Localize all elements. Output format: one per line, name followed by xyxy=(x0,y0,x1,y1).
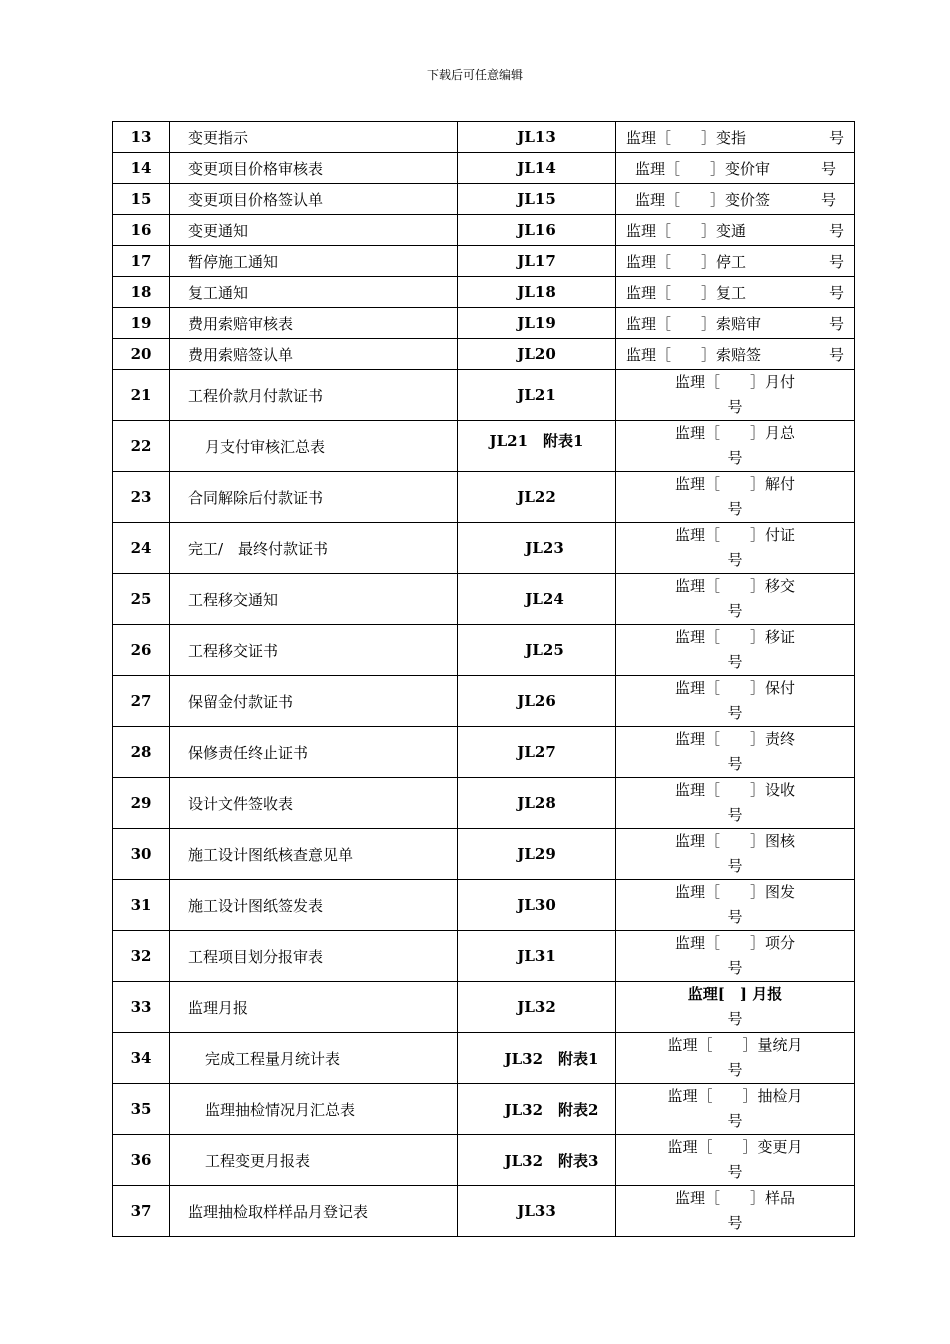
reference-suffix: 号 xyxy=(727,806,743,824)
reference-cell xyxy=(616,308,855,339)
reference-cell xyxy=(616,625,855,676)
form-name: 完工/ 最终付款证书 xyxy=(170,523,458,574)
form-code: JL13 xyxy=(458,122,616,153)
reference-suffix: 号 xyxy=(727,1010,743,1028)
reference-suffix: 号 xyxy=(727,1214,743,1232)
table-row xyxy=(113,982,855,1033)
reference-cell xyxy=(616,727,855,778)
table-row xyxy=(113,1084,855,1135)
form-code-text: JL21 附表1 xyxy=(489,431,584,450)
form-code: JL19 xyxy=(458,308,616,339)
form-code: JL17 xyxy=(458,246,616,277)
reference-suffix: 号 xyxy=(727,449,743,467)
reference-cell xyxy=(616,1135,855,1186)
table-row xyxy=(113,880,855,931)
form-code: JL18 xyxy=(458,277,616,308)
row-number: 35 xyxy=(113,1084,170,1135)
reference-suffix: 号 xyxy=(727,1112,743,1130)
form-code: JL21 xyxy=(458,370,616,421)
row-number: 19 xyxy=(113,308,170,339)
table-row xyxy=(113,308,855,339)
form-code: JL31 xyxy=(458,931,616,982)
reference-cell xyxy=(616,153,855,184)
reference-cell xyxy=(616,1186,855,1237)
table-row xyxy=(113,339,855,370)
reference-suffix: 号 xyxy=(727,857,743,875)
form-name: 施工设计图纸核查意见单 xyxy=(170,829,458,880)
reference-cell xyxy=(616,421,855,472)
reference-suffix: 号 xyxy=(828,252,844,271)
table-row xyxy=(113,625,855,676)
form-name: 设计文件签收表 xyxy=(170,778,458,829)
row-number: 36 xyxy=(113,1135,170,1186)
form-name: 监理抽检情况月汇总表 xyxy=(170,1084,458,1135)
table-row xyxy=(113,727,855,778)
row-number: 21 xyxy=(113,370,170,421)
table-row xyxy=(113,246,855,277)
reference-prefix: 监理［ ］付证 xyxy=(674,526,795,544)
reference-suffix: 号 xyxy=(828,314,844,333)
form-code: JL20 xyxy=(458,339,616,370)
reference-cell xyxy=(616,676,855,727)
reference-cell xyxy=(616,1084,855,1135)
reference-cell xyxy=(616,829,855,880)
reference-prefix: 监理［ ］月总 xyxy=(674,424,795,442)
reference-suffix: 号 xyxy=(727,602,743,620)
table-row xyxy=(113,153,855,184)
reference-prefix: 监理［ ］样品 xyxy=(674,1189,795,1207)
reference-suffix: 号 xyxy=(820,190,836,209)
table-row xyxy=(113,574,855,625)
reference-suffix: 号 xyxy=(727,653,743,671)
form-code: JL32 附表2 xyxy=(458,1084,616,1135)
table-row xyxy=(113,931,855,982)
table-row xyxy=(113,215,855,246)
form-name: 变更通知 xyxy=(170,215,458,246)
form-code: JL22 xyxy=(458,472,616,523)
reference-cell xyxy=(616,574,855,625)
form-code: JL25 xyxy=(458,625,616,676)
reference-suffix: 号 xyxy=(727,500,743,518)
table-row xyxy=(113,122,855,153)
row-number: 28 xyxy=(113,727,170,778)
reference-prefix: 监理［ ］图核 xyxy=(674,832,795,850)
reference-suffix: 号 xyxy=(727,908,743,926)
reference-suffix: 号 xyxy=(727,1061,743,1079)
reference-cell xyxy=(616,472,855,523)
form-code: JL29 xyxy=(458,829,616,880)
form-name: 复工通知 xyxy=(170,277,458,308)
reference-cell xyxy=(616,122,855,153)
form-name: 工程移交通知 xyxy=(170,574,458,625)
table-row xyxy=(113,676,855,727)
row-number: 23 xyxy=(113,472,170,523)
form-code: JL15 xyxy=(458,184,616,215)
reference-cell xyxy=(616,184,855,215)
reference-suffix: 号 xyxy=(727,755,743,773)
form-name: 监理月报 xyxy=(170,982,458,1033)
reference-prefix: 监理［ ］变价签 xyxy=(635,190,771,209)
reference-cell xyxy=(616,246,855,277)
reference-prefix: 监理［ ］抽检月 xyxy=(667,1087,803,1105)
table-row xyxy=(113,472,855,523)
reference-prefix: 监理［ ］移证 xyxy=(674,628,795,646)
reference-prefix: 监理［ ］图发 xyxy=(674,883,795,901)
row-number: 18 xyxy=(113,277,170,308)
row-number: 15 xyxy=(113,184,170,215)
table-row xyxy=(113,277,855,308)
reference-cell xyxy=(616,880,855,931)
reference-prefix: 监理［ ］设收 xyxy=(674,781,795,799)
document-register-table xyxy=(112,121,855,1237)
form-name: 工程项目划分报审表 xyxy=(170,931,458,982)
row-number: 30 xyxy=(113,829,170,880)
reference-cell xyxy=(616,931,855,982)
form-code: JL28 xyxy=(458,778,616,829)
reference-cell xyxy=(616,370,855,421)
table-row xyxy=(113,1033,855,1084)
row-number: 24 xyxy=(113,523,170,574)
form-code: JL30 xyxy=(458,880,616,931)
reference-suffix: 号 xyxy=(727,1163,743,1181)
header-note: 下载后可任意编辑 xyxy=(426,68,523,82)
reference-suffix: 号 xyxy=(828,345,844,364)
reference-suffix: 号 xyxy=(828,283,844,302)
reference-prefix: 监理［ ］变通 xyxy=(626,221,747,240)
row-number: 13 xyxy=(113,122,170,153)
row-number: 27 xyxy=(113,676,170,727)
form-code: JL24 xyxy=(458,574,616,625)
reference-prefix: 监理［ ］变更月 xyxy=(667,1138,803,1156)
row-number: 17 xyxy=(113,246,170,277)
reference-cell xyxy=(616,523,855,574)
form-name: 变更项目价格审核表 xyxy=(170,153,458,184)
form-code: JL16 xyxy=(458,215,616,246)
reference-cell xyxy=(616,215,855,246)
form-name: 费用索赔审核表 xyxy=(170,308,458,339)
reference-prefix: 监理［ ］解付 xyxy=(674,475,795,493)
reference-prefix: 监理［ ］复工 xyxy=(626,283,747,302)
reference-cell xyxy=(616,982,855,1033)
form-name: 工程价款月付款证书 xyxy=(170,370,458,421)
table-row xyxy=(113,184,855,215)
form-code: JL32 附表3 xyxy=(458,1135,616,1186)
table-row xyxy=(113,523,855,574)
row-number: 31 xyxy=(113,880,170,931)
reference-prefix: 监理［ ］停工 xyxy=(626,252,747,271)
reference-suffix: 号 xyxy=(828,221,844,240)
table-row xyxy=(113,1186,855,1237)
reference-suffix: 号 xyxy=(727,398,743,416)
form-code: JL26 xyxy=(458,676,616,727)
row-number: 37 xyxy=(113,1186,170,1237)
row-number: 33 xyxy=(113,982,170,1033)
reference-suffix: 号 xyxy=(828,128,844,147)
table-row xyxy=(113,1135,855,1186)
row-number: 29 xyxy=(113,778,170,829)
form-code: JL14 xyxy=(458,153,616,184)
reference-cell xyxy=(616,778,855,829)
form-name: 监理抽检取样样品月登记表 xyxy=(170,1186,458,1237)
table-row xyxy=(113,421,855,472)
reference-prefix: 监理［ ］月付 xyxy=(674,373,795,391)
form-name: 费用索赔签认单 xyxy=(170,339,458,370)
reference-prefix: 监理［ ］移交 xyxy=(674,577,795,595)
reference-prefix: 监理［ ］变价审 xyxy=(635,159,771,178)
form-name: 月支付审核汇总表 xyxy=(170,421,458,472)
form-name: 工程变更月报表 xyxy=(170,1135,458,1186)
row-number: 20 xyxy=(113,339,170,370)
form-name: 保留金付款证书 xyxy=(170,676,458,727)
form-name: 施工设计图纸签发表 xyxy=(170,880,458,931)
form-name: 工程移交证书 xyxy=(170,625,458,676)
reference-prefix: 监理［ ］责终 xyxy=(674,730,795,748)
row-number: 25 xyxy=(113,574,170,625)
form-code: JL27 xyxy=(458,727,616,778)
reference-prefix: 监理［ ］量统月 xyxy=(667,1036,803,1054)
reference-suffix: 号 xyxy=(727,959,743,977)
reference-prefix: 监理［ ］项分 xyxy=(674,934,795,952)
form-code xyxy=(458,421,616,472)
row-number: 22 xyxy=(113,421,170,472)
form-code: JL23 xyxy=(458,523,616,574)
table-row xyxy=(113,778,855,829)
reference-prefix: 监理［ ］索赔审 xyxy=(626,314,762,333)
form-name: 变更项目价格签认单 xyxy=(170,184,458,215)
table-row xyxy=(113,829,855,880)
table-row xyxy=(113,370,855,421)
form-code: JL32 附表1 xyxy=(458,1033,616,1084)
reference-prefix: 监理［ ］保付 xyxy=(674,679,795,697)
form-name: 完成工程量月统计表 xyxy=(170,1033,458,1084)
row-number: 34 xyxy=(113,1033,170,1084)
reference-cell xyxy=(616,1033,855,1084)
reference-suffix: 号 xyxy=(820,159,836,178)
row-number: 26 xyxy=(113,625,170,676)
row-number: 16 xyxy=(113,215,170,246)
form-code: JL32 xyxy=(458,982,616,1033)
reference-prefix: 监理[ ] 月报 xyxy=(687,985,783,1003)
reference-cell xyxy=(616,339,855,370)
form-name: 保修责任终止证书 xyxy=(170,727,458,778)
reference-prefix: 监理［ ］变指 xyxy=(626,128,747,147)
reference-cell xyxy=(616,277,855,308)
row-number: 14 xyxy=(113,153,170,184)
form-code: JL33 xyxy=(458,1186,616,1237)
reference-suffix: 号 xyxy=(727,704,743,722)
row-number: 32 xyxy=(113,931,170,982)
form-name: 合同解除后付款证书 xyxy=(170,472,458,523)
form-name: 变更指示 xyxy=(170,122,458,153)
reference-prefix: 监理［ ］索赔签 xyxy=(626,345,762,364)
form-name: 暂停施工通知 xyxy=(170,246,458,277)
reference-suffix: 号 xyxy=(727,551,743,569)
